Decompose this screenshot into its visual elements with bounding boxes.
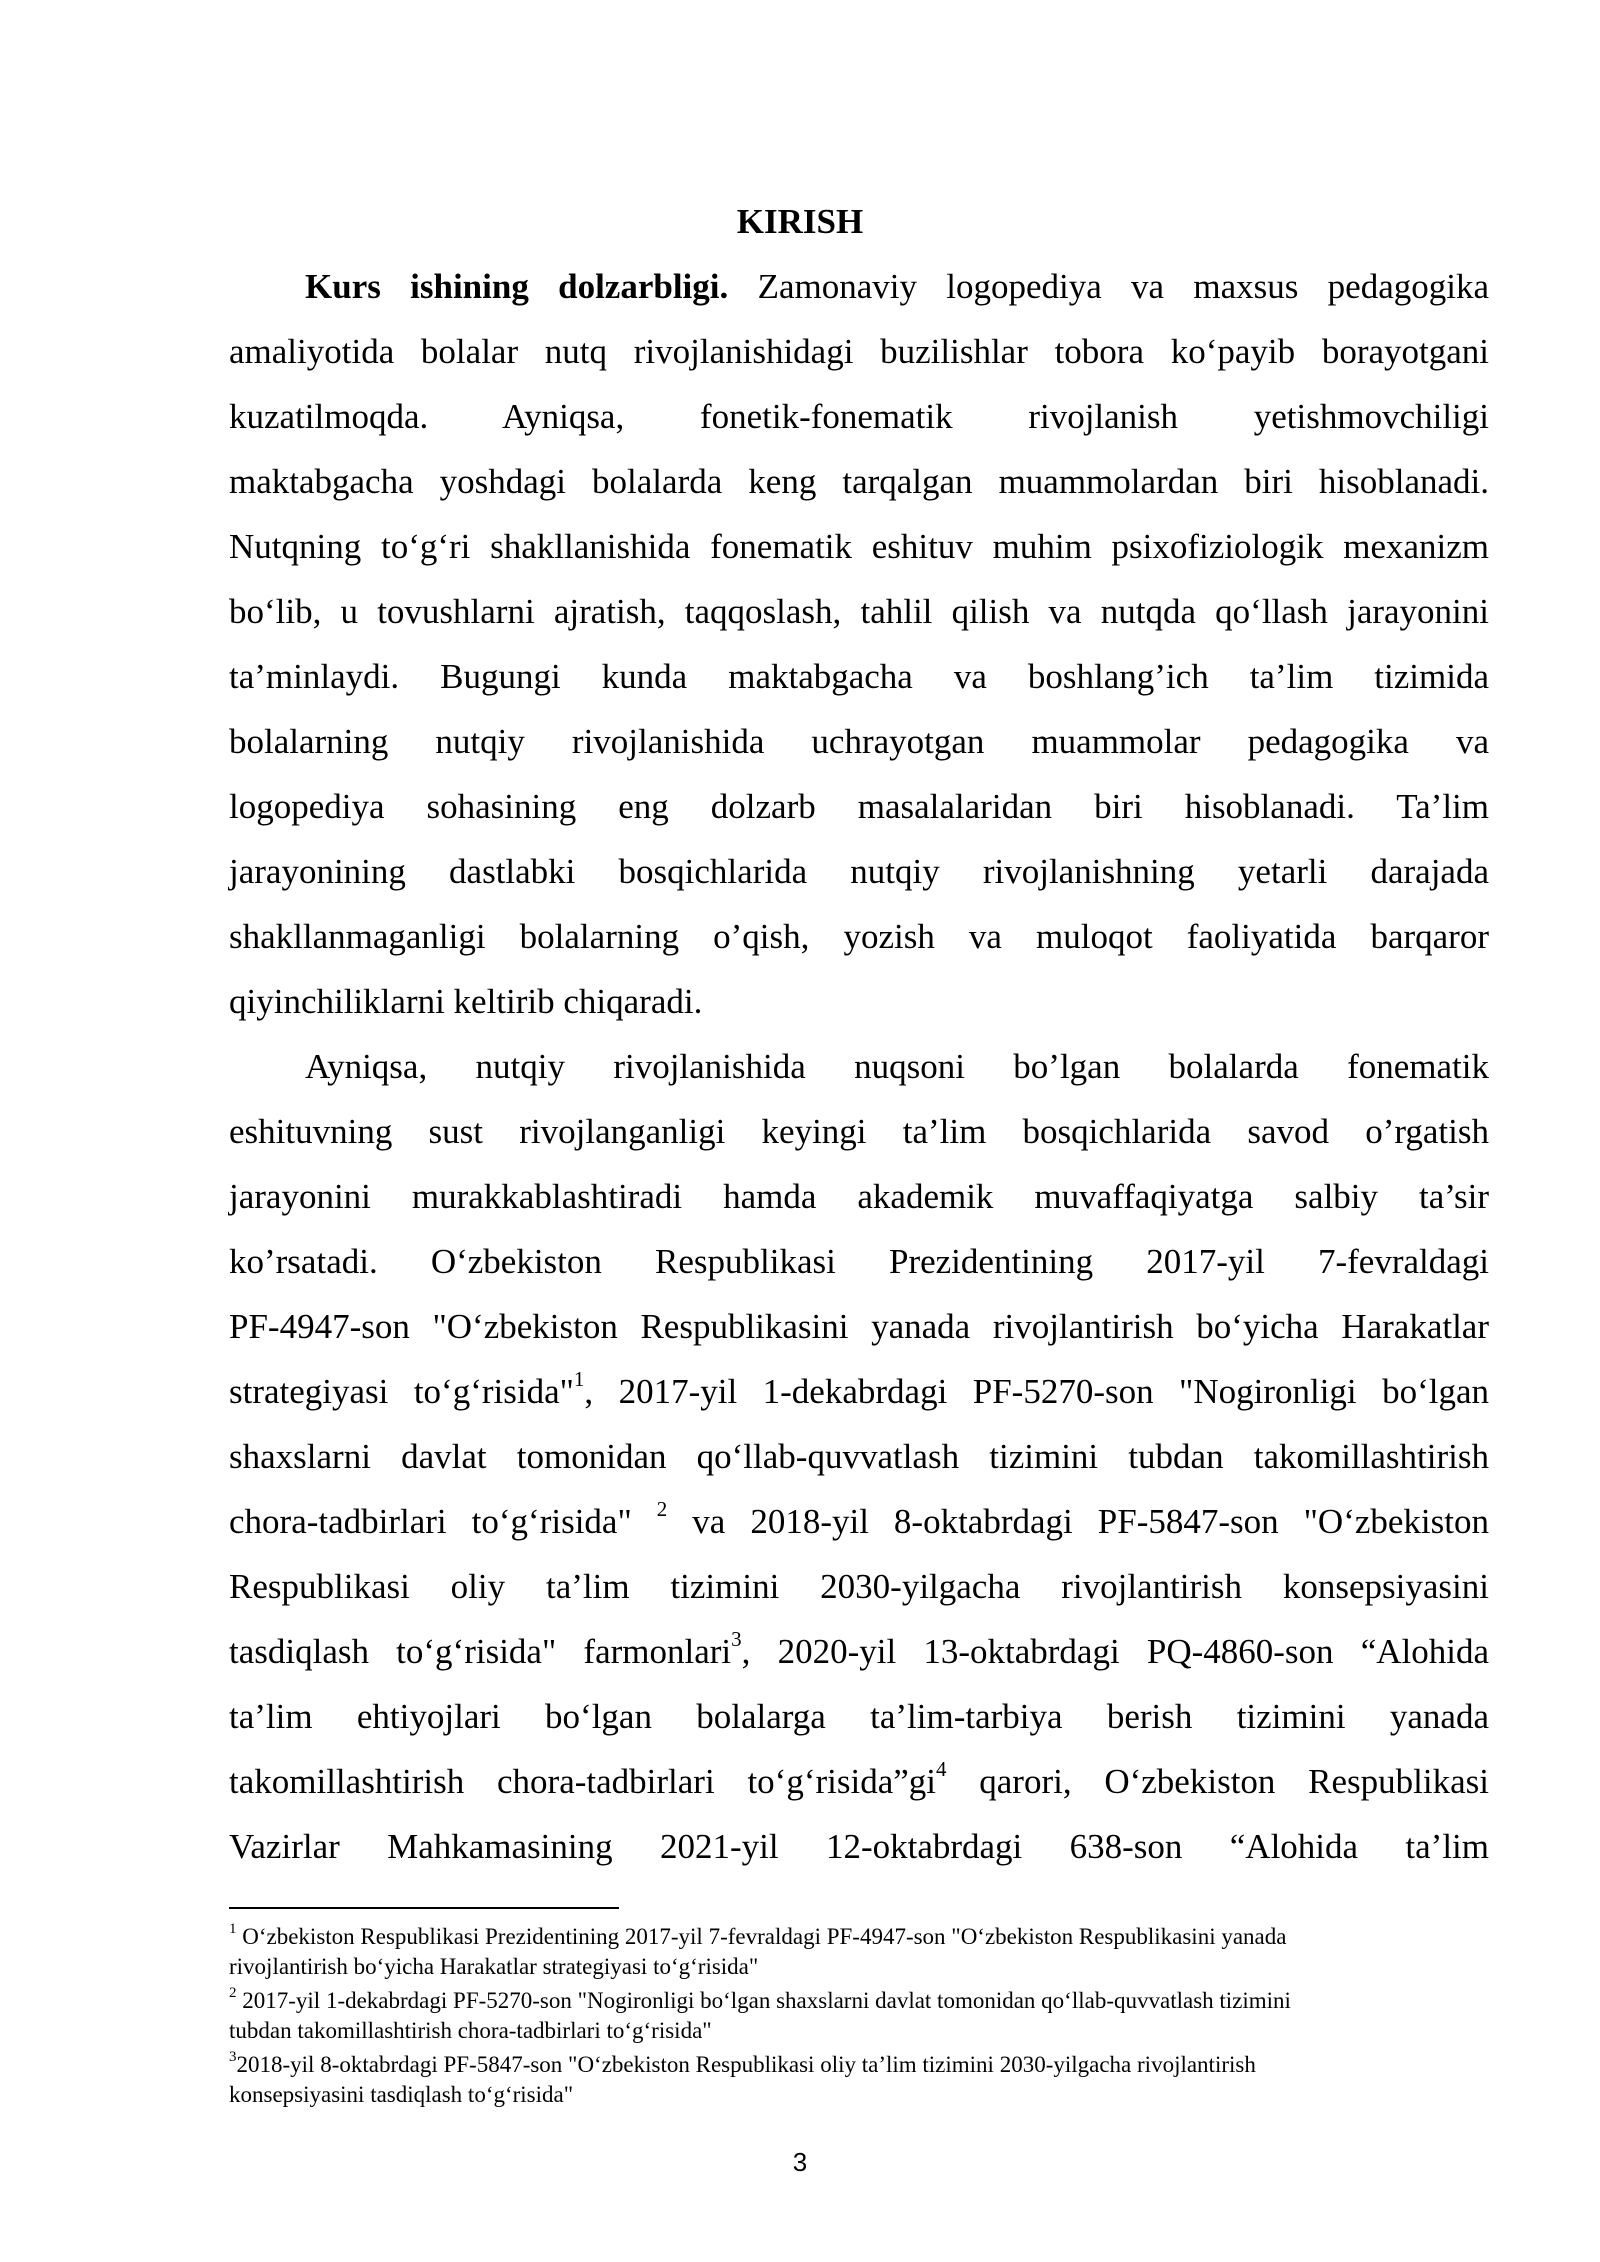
body-line (229, 1367, 1489, 1414)
line-text: , 2017-yil 1-dekabrdagi PF-5270-son "Nogironligi bo‘lgan (584, 1372, 1489, 1411)
body-line: amaliyotida bolalar nutq rivojlanishidagi buzilishlar tobora ko‘payib borayotgani (229, 332, 1489, 371)
line-text: tasdiqlash to‘g‘risida" farmonlari (229, 1632, 732, 1671)
body-line: bo‘lib, u tovushlarni ajratish, taqqoslash, tahlil qilish va nutqda qo‘llash jarayonini (229, 592, 1489, 631)
footnote-marker: 3 (229, 2049, 237, 2066)
footnote-ref[interactable]: 2 (656, 1497, 668, 1522)
body-line: bolalarning nutqiy rivojlanishida uchrayotgan muammolar pedagogika va (229, 722, 1489, 761)
line-text: qarori, O‘zbekiston Respublikasi (946, 1762, 1490, 1801)
footnote-3-cont: konsepsiyasini tasdiqlash to‘g‘risida" (229, 2082, 574, 2107)
body-line: Vazirlar Mahkamasining 2021-yil 12-oktabrdagi 638-son “Alohida ta’lim (229, 1827, 1489, 1866)
footnote-ref[interactable]: 1 (573, 1367, 585, 1392)
footnote-text: O‘zbekiston Respublikasi Prezidentining 2017-yil 7-fevraldagi PF-4947-son "O‘zbekiston Respublikasini yanada (236, 1924, 1287, 1949)
body-line: logopediya sohasining eng dolzarb masalalaridan biri hisoblanadi. Ta’lim (229, 787, 1489, 826)
body-line: jarayonini murakkablashtiradi hamda akademik muvaffaqiyatga salbiy ta’sir (229, 1177, 1489, 1216)
footnote-3 (229, 2051, 1489, 2079)
body-line: shakllanmaganligi bolalarning o’qish, yozish va muloqot faoliyatida barqaror (229, 917, 1489, 956)
body-line: Ayniqsa, nutqiy rivojlanishida nuqsoni bo’lgan bolalarda fonematik (305, 1047, 1489, 1086)
body-line (305, 265, 1489, 309)
footnote-ref[interactable]: 4 (936, 1757, 947, 1782)
footnote-text: 2018-yil 8-oktabrdagi PF-5847-son "O‘zbekiston Respublikasi oliy ta’lim tizimini 2030-yilgacha rivojlantirish (236, 2052, 1256, 2077)
line-text: takomillashtirish chora-tadbirlari to‘g‘risida”gi (229, 1762, 936, 1801)
body-line (229, 1627, 1489, 1674)
page-number: 3 (792, 2147, 808, 2177)
body-line: ko’rsatadi. O‘zbekiston Respublikasi Prezidentining 2017-yil 7-fevraldagi (229, 1242, 1489, 1281)
footnote-marker: 1 (229, 1921, 237, 1938)
body-line: ta’lim ehtiyojlari bo‘lgan bolalarga ta’lim-tarbiya berish tizimini yanada (229, 1697, 1489, 1736)
line-text: Zamonaviy logopediya va maxsus pedagogika (757, 267, 1490, 306)
footnote-separator (229, 1907, 619, 1909)
footnote-ref[interactable]: 3 (731, 1627, 742, 1652)
bold-lead: Kurs ishining dolzarbligi. (305, 267, 729, 306)
body-line: ta’minlaydi. Bugungi kunda maktabgacha va boshlang’ich ta’lim tizimida (229, 657, 1489, 696)
footnote-marker: 2 (229, 1985, 237, 2002)
footnote-2 (229, 1987, 1489, 2015)
body-line: eshituvning sust rivojlanganligi keyingi ta’lim bosqichlarida savod o’rgatish (229, 1112, 1489, 1151)
footnote-1-cont: rivojlantirish bo‘yicha Harakatlar strategiyasi to‘g‘risida" (229, 1954, 759, 1979)
body-line (229, 1757, 1490, 1804)
body-line: Nutqning to‘g‘ri shakllanishida fonematik eshituv muhim psixofiziologik mexanizm (229, 527, 1489, 566)
footnote-1 (229, 1923, 1489, 1951)
body-line: PF-4947-son "O‘zbekiston Respublikasini yanada rivojlantirish bo‘yicha Harakatlar (229, 1307, 1489, 1346)
body-line: Respublikasi oliy ta’lim tizimini 2030-yilgacha rivojlantirish konsepsiyasini (229, 1567, 1489, 1606)
line-text: strategiyasi to‘g‘risida" (229, 1372, 574, 1411)
footnote-text: 2017-yil 1-dekabrdagi PF-5270-son "Nogironligi bo‘lgan shaxslarni davlat tomonidan qo‘llab-quvvatlash tizimini (236, 1988, 1291, 2013)
section-heading: KIRISH (736, 202, 864, 241)
line-text: , 2020-yil 13-oktabrdagi PQ-4860-son “Alohida (741, 1632, 1489, 1671)
body-line: kuzatilmoqda. Ayniqsa, fonetik-fonematik rivojlanish yetishmovchiligi (229, 397, 1489, 436)
line-text: chora-tadbirlari to‘g‘risida" (229, 1502, 657, 1541)
body-line: shaxslarni davlat tomonidan qo‘llab-quvvatlash tizimini tubdan takomillashtirish (229, 1437, 1489, 1476)
body-line: maktabgacha yoshdagi bolalarda keng tarqalgan muammolardan biri hisoblanadi. (229, 462, 1489, 501)
footnote-2-cont: tubdan takomillashtirish chora-tadbirlari to‘g‘risida" (229, 2018, 712, 2043)
body-line: qiyinchiliklarni keltirib chiqaradi. (229, 982, 703, 1021)
line-text: va 2018-yil 8-oktabrdagi PF-5847-son "O‘zbekiston (667, 1502, 1489, 1541)
body-line (229, 1497, 1489, 1544)
body-line: jarayonining dastlabki bosqichlarida nutqiy rivojlanishning yetarli darajada (229, 852, 1489, 891)
